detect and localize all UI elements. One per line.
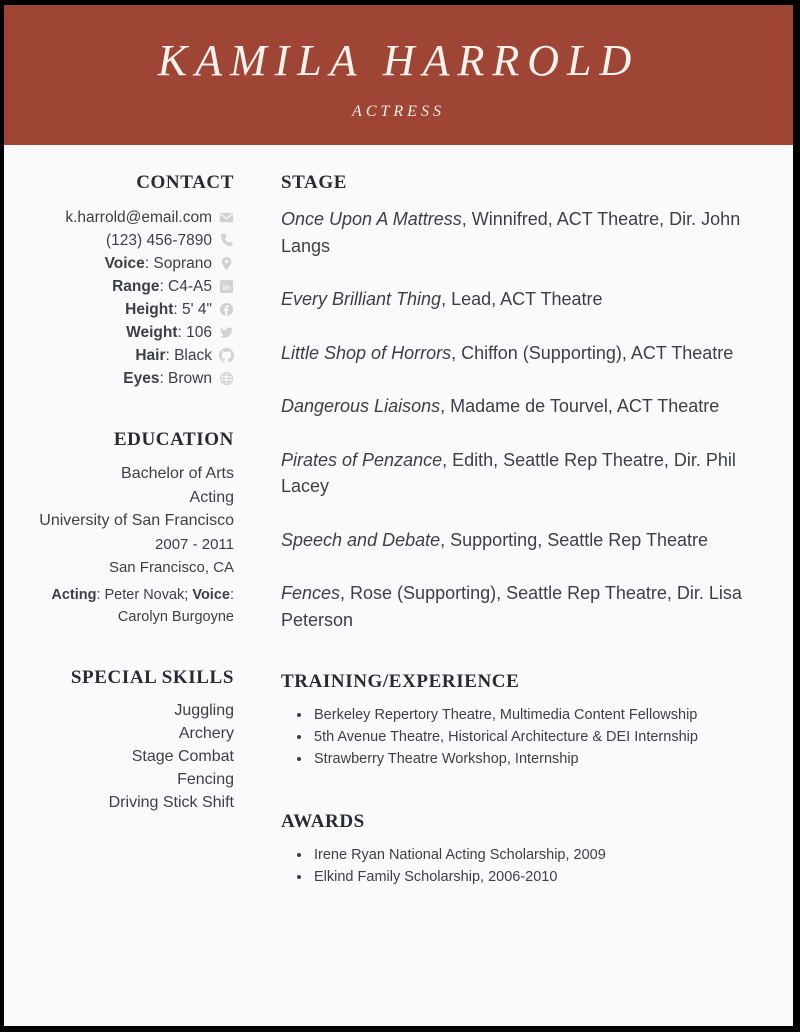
skill-item: Driving Stick Shift	[108, 793, 234, 811]
stage-credit	[281, 340, 765, 367]
awards-section	[281, 810, 765, 888]
contact-label: Voice	[104, 254, 145, 272]
stage-credit	[281, 393, 765, 420]
contact-item-weight	[34, 321, 234, 344]
credit-title: Every Brilliant Thing	[281, 289, 442, 309]
contact-label: Hair	[135, 346, 166, 364]
contact-value: k.harrold@email.com	[65, 208, 212, 226]
stage-credits	[281, 206, 765, 633]
credit-details: , Edith, Seattle Rep Theatre, Dir. Phil Lacey	[281, 449, 736, 496]
mentor-value: : Peter Novak;	[96, 586, 193, 603]
awards-list	[281, 844, 765, 888]
contact-list	[34, 206, 234, 390]
contact-heading: CONTACT	[136, 172, 234, 193]
credit-details: , Winnifred, ACT Theatre, Dir. John Langs	[281, 209, 741, 256]
contact-item-email	[34, 206, 234, 229]
contact-value: : 5' 4"	[173, 300, 212, 318]
mentor-label: Acting	[51, 586, 97, 603]
training-section	[281, 670, 765, 770]
stage-heading: STAGE	[281, 172, 348, 193]
content-area	[4, 145, 793, 888]
contact-item-height	[34, 298, 234, 321]
linkedin-icon	[219, 279, 234, 294]
contact-item-range	[34, 275, 234, 298]
svg-text:in: in	[222, 281, 231, 292]
stage-credit	[281, 527, 765, 554]
education-school: University of San Francisco	[39, 512, 234, 529]
mentor-label: Voice	[192, 586, 230, 603]
training-item: • Strawberry Theatre Workshop, Internship	[312, 748, 765, 770]
credit-details: , Chiffon (Supporting), ACT Theatre	[451, 342, 734, 363]
contact-value: (123) 456-7890	[106, 231, 212, 249]
location-pin-icon	[219, 256, 234, 271]
stage-credit	[281, 580, 765, 633]
contact-label: Range	[112, 277, 160, 295]
resume-page	[4, 5, 793, 1026]
special-skills-section	[34, 666, 234, 814]
stage-credit	[281, 286, 765, 313]
contact-label: Eyes	[123, 369, 160, 387]
person-title: ACTRESS	[352, 103, 445, 120]
education-heading: EDUCATION	[113, 429, 234, 450]
training-item: • Berkeley Repertory Theatre, Multimedia Content Fellowship	[312, 704, 765, 726]
credit-details: , Rose (Supporting), Seattle Rep Theatre, Dir. Lisa Peterson	[281, 583, 742, 630]
contact-value: : Soprano	[144, 254, 212, 272]
training-list	[281, 704, 765, 770]
contact-value: : Brown	[159, 369, 212, 387]
skill-item: Fencing	[177, 770, 234, 788]
credit-title: Pirates of Penzance	[281, 449, 443, 470]
education-major: Acting	[189, 488, 234, 506]
contact-item-voice	[34, 252, 234, 275]
education-dates: 2007 - 2011	[155, 535, 234, 553]
phone-icon	[219, 233, 234, 248]
github-icon	[219, 348, 234, 363]
education-mentors	[34, 584, 234, 628]
contact-item-hair	[34, 344, 234, 367]
education-location: San Francisco, CA	[108, 558, 234, 576]
award-item: • Irene Ryan National Acting Scholarship, 2009	[312, 844, 765, 866]
credit-title: Speech and Debate	[281, 529, 441, 550]
contact-label: Height	[125, 300, 174, 318]
contact-item-phone	[34, 229, 234, 252]
skill-item: Stage Combat	[131, 747, 234, 765]
credit-title: Dangerous Liaisons	[281, 396, 441, 416]
contact-item-eyes	[34, 367, 234, 390]
stage-credit	[281, 206, 765, 259]
skills-list	[34, 699, 234, 814]
education-section	[34, 428, 234, 628]
credit-title: Once Upon A Mattress	[281, 209, 462, 229]
sidebar	[4, 171, 234, 888]
credit-details: , Lead, ACT Theatre	[441, 289, 603, 309]
person-name: KAMILA HARROLD	[157, 36, 640, 85]
contact-value: : Black	[165, 346, 212, 364]
globe-icon	[219, 371, 234, 386]
credit-title: Little Shop of Horrors	[281, 342, 452, 363]
training-item: • 5th Avenue Theatre, Historical Architecture & DEI Internship	[312, 726, 765, 748]
twitter-icon	[219, 325, 234, 340]
credit-details: , Supporting, Seattle Rep Theatre	[440, 529, 708, 550]
award-item: • Elkind Family Scholarship, 2006-2010	[312, 866, 765, 888]
contact-value: : C4-A5	[159, 277, 212, 295]
contact-value: : 106	[177, 323, 212, 341]
envelope-icon	[219, 210, 234, 225]
skill-item: Archery	[178, 724, 234, 742]
education-degree: Bachelor of Arts	[121, 465, 234, 482]
header-banner	[4, 5, 793, 145]
skill-item: Juggling	[174, 701, 234, 719]
credit-details: , Madame de Tourvel, ACT Theatre	[440, 396, 720, 416]
special-skills-heading: SPECIAL SKILLS	[70, 666, 234, 688]
main-column	[281, 171, 765, 888]
mentor-value: : Carolyn Burgoyne	[117, 586, 234, 625]
stage-credit	[281, 447, 765, 500]
credit-title: Fences	[281, 583, 341, 603]
awards-heading: AWARDS	[281, 811, 365, 832]
facebook-icon	[219, 302, 234, 317]
training-heading: TRAINING/EXPERIENCE	[281, 671, 520, 692]
contact-label: Weight	[126, 323, 178, 341]
